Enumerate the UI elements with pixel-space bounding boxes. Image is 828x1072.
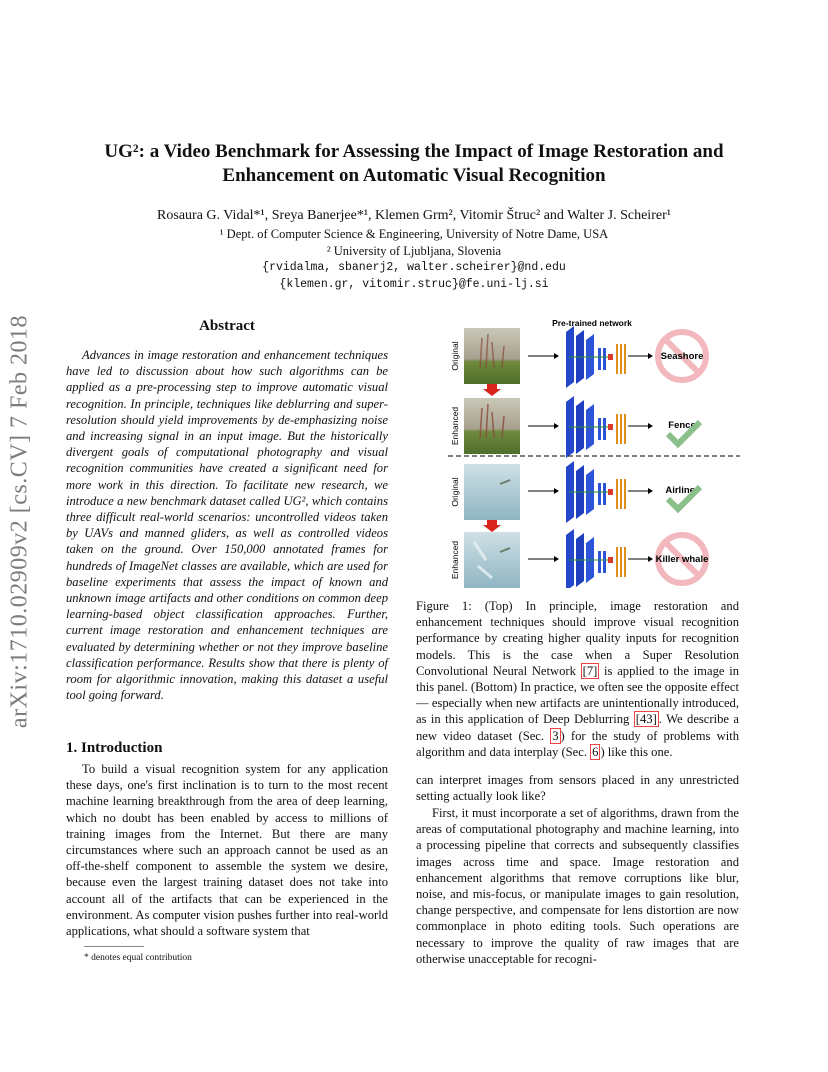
row3-prediction: Airliner [665,485,699,496]
introduction-heading: 1. Introduction [66,740,163,756]
abstract-text: Advances in image restoration and enhancement techniques have led to discussion about how such algorithms can be applied as a pre-processing step to improve automatic visual recognition. In principle, techniques like deblurring and super-resolution should yield improvements by de-emphasizing noise and increasing signal in an input image. But the historically divergent goals of computational photography and visual recognition communities have created a significant need for more work in this direction. To facilitate new research, we introduce a new benchmark dataset called UG², which contains three difficult real-world scenarios: uncontrolled videos taken by UAVs and manned gliders, as well as controlled videos taken on the ground. Over 150,000 annotated frames for hundreds of ImageNet classes are available, which are used for baseline experiments that assess the impact of known and unknown image artifacts and other conditions on common deep learning-based object classification approaches. Further, current image restoration and enhancement techniques are evaluated by determining whether or not they improve baseline classification performance. Results show that there is plenty of room for algorithmic innovation, making this dataset a useful tool going forward. [66,348,388,703]
author-list: Rosaura G. Vidal*¹, Sreya Banerjee*¹, Klemen Grm², Vitomir Štruc² and Walter J. Scheirer¹ [157,208,671,223]
caption-text: . We describe a new video dataset (Sec. [416,712,739,743]
original-landscape-image [464,328,520,384]
row4-side-label: Enhanced [450,540,460,580]
title-line-2: Enhancement on Automatic Visual Recognition [222,165,606,186]
title-line-1: UG²: a Video Benchmark for Assessing the Impact of Image Restoration and [104,141,724,162]
row1-side-label: Original [450,341,460,371]
affiliation-2: ² University of Ljubljana, Slovenia [326,244,502,258]
caption-text: is applied to the image in this panel. (Bottom) In practice, we often see the opposite effect — especially when new artifacts are unintentionally introduced, as in this application of Deep Deblurring [416,663,739,727]
affiliation-1: ¹ Dept. of Computer Science & Engineering, University of Notre Dame, USA [219,227,609,241]
arxiv-identifier: arXiv:1710.02909v2 [cs.CV] 7 Feb 2018 [6,314,33,729]
row4-prediction: Killer whale [655,554,709,565]
email-line-1: {rvidalma, sbanerj2, walter.scheirer}@nd.edu [262,261,566,274]
section-link[interactable]: 3 [552,728,559,743]
figure-1 [446,316,742,588]
footnote: * denotes equal contribution [84,953,192,963]
network-label: Pre-trained network [552,318,632,328]
column2-paragraph-2: First, it must incorporate a set of algorithms, drawn from the areas of computational photography and machine learning, into a processing pipeline that corrects and subsequently classifies images across time and space. Image restoration and enhancement algorithms that remove corruptions like blur, noise, and mis-focus, or manipulate images to gain resolution, change perspective, and compensate for lens distortion are now commonplace in photo editing tools. Such operations are necessary to improve the quality of raw images that are otherwise unacceptable for recogni- [416,806,739,966]
abstract-heading: Abstract [199,318,255,334]
row3-side-label: Original [450,477,460,507]
enhanced-sky-image [464,532,520,588]
citation-link[interactable]: [43] [635,712,657,727]
row1-prediction: Seashore [660,351,704,362]
paper-title [60,140,768,188]
email-line-2: {klemen.gr, vitomir.struc}@fe.uni-lj.si [279,278,549,291]
figure-1-caption [416,598,739,760]
footnote-rule [84,946,144,947]
figure-1-diagram [446,316,742,588]
row2-prediction: Fence [668,420,696,431]
section-link[interactable]: 6 [592,744,599,759]
caption-text: ) like this one. [600,744,673,759]
caption-text: Figure 1: (Top) In principle, image restoration and enhancement techniques should improve visual recognition performance by creating higher quality inputs for recognition models. This is the case when a Super Resolution Convolutional Neural Network [416,599,739,678]
caption-text: ) for the study of problems with algorithm and data interplay (Sec. [416,728,739,759]
row2-side-label: Enhanced [450,406,460,446]
column2-paragraph-1: can interpret images from sensors placed in any unrestricted setting actually look like? [416,773,739,804]
enhanced-landscape-image [464,398,520,454]
introduction-text: To build a visual recognition system for any application these days, one's first inclination is to turn to the most recent machine learning breakthrough from the area of deep learning, which no doubt has been enabled by access to millions of training images from the Internet. But there are many circumstances where such an approach cannot be used as an off-the-shelf component to assemble the system we desire, because even the largest training dataset does not take into account all of the artifacts that can be experienced in the environment. As computer vision pushes further into real-world applications, what should a software system that [66,762,388,939]
citation-link[interactable]: [7] [582,663,598,678]
original-sky-image [464,464,520,520]
